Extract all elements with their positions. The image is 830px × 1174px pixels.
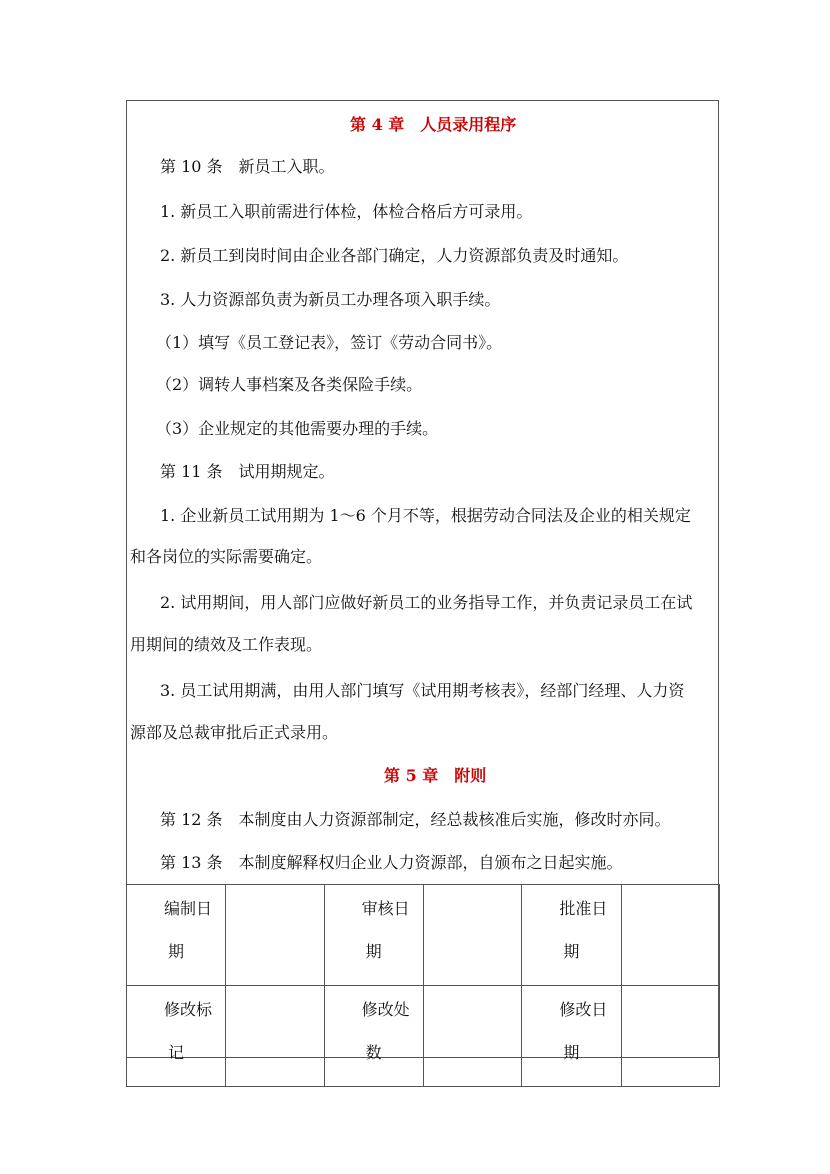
value-revision-date[interactable] xyxy=(621,986,719,1087)
value-compile-date[interactable] xyxy=(226,885,324,986)
table-row xyxy=(127,986,720,1087)
article-11-item-2-cont: 用期间的绩效及工作表现。 xyxy=(130,635,323,654)
value-review-date[interactable] xyxy=(423,885,521,986)
value-revision-mark[interactable] xyxy=(226,986,324,1087)
label-review-date: 审核日 期 xyxy=(324,885,423,986)
table-row xyxy=(127,885,720,986)
article-11-item-1-cont: 和各岗位的实际需要确定。 xyxy=(130,547,323,566)
label-revision-mark: 修改标 记 xyxy=(127,986,226,1087)
value-revision-count[interactable] xyxy=(423,986,521,1087)
article-11: 第 11 条 试用期规定。 xyxy=(160,462,335,481)
article-13: 第 13 条 本制度解释权归企业人力资源部，自颁布之日起实施。 xyxy=(160,853,623,872)
label-approve-date: 批准日 期 xyxy=(522,885,621,986)
label-revision-date: 修改日 期 xyxy=(522,986,621,1087)
article-11-item-3-cont: 源部及总裁审批后正式录用。 xyxy=(130,723,339,742)
label-compile-date: 编制日 期 xyxy=(127,885,226,986)
article-12: 第 12 条 本制度由人力资源部制定，经总裁核准后实施，修改时亦同。 xyxy=(160,810,671,829)
article-10-item-1: 1. 新员工入职前需进行体检，体检合格后方可录用。 xyxy=(160,202,533,221)
article-11-item-3: 3. 员工试用期满，由用人部门填写《试用期考核表》，经部门经理、人力资 xyxy=(160,681,685,700)
chapter-5-title: 第 5 章 附则 xyxy=(384,766,487,785)
label-revision-count: 修改处 数 xyxy=(324,986,423,1087)
article-10-sub-2: （2）调转人事档案及各类保险手续。 xyxy=(156,375,423,394)
article-10-sub-3: （3）企业规定的其他需要办理的手续。 xyxy=(156,419,439,438)
sign-off-table xyxy=(126,884,720,1087)
article-10-item-2: 2. 新员工到岗时间由企业各部门确定，人力资源部负责及时通知。 xyxy=(160,246,629,265)
article-10-item-3: 3. 人力资源部负责为新员工办理各项入职手续。 xyxy=(160,290,501,309)
article-10: 第 10 条 新员工入职。 xyxy=(160,157,335,176)
value-approve-date[interactable] xyxy=(621,885,719,986)
chapter-4-title: 第 4 章 人员录用程序 xyxy=(350,115,517,134)
article-10-sub-1: （1）填写《员工登记表》，签订《劳动合同书》。 xyxy=(156,333,503,352)
article-11-item-2: 2. 试用期间，用人部门应做好新员工的业务指导工作，并负责记录员工在试 xyxy=(160,593,693,612)
article-11-item-1: 1. 企业新员工试用期为 1～6 个月不等，根据劳动合同法及企业的相关规定 xyxy=(160,506,691,525)
